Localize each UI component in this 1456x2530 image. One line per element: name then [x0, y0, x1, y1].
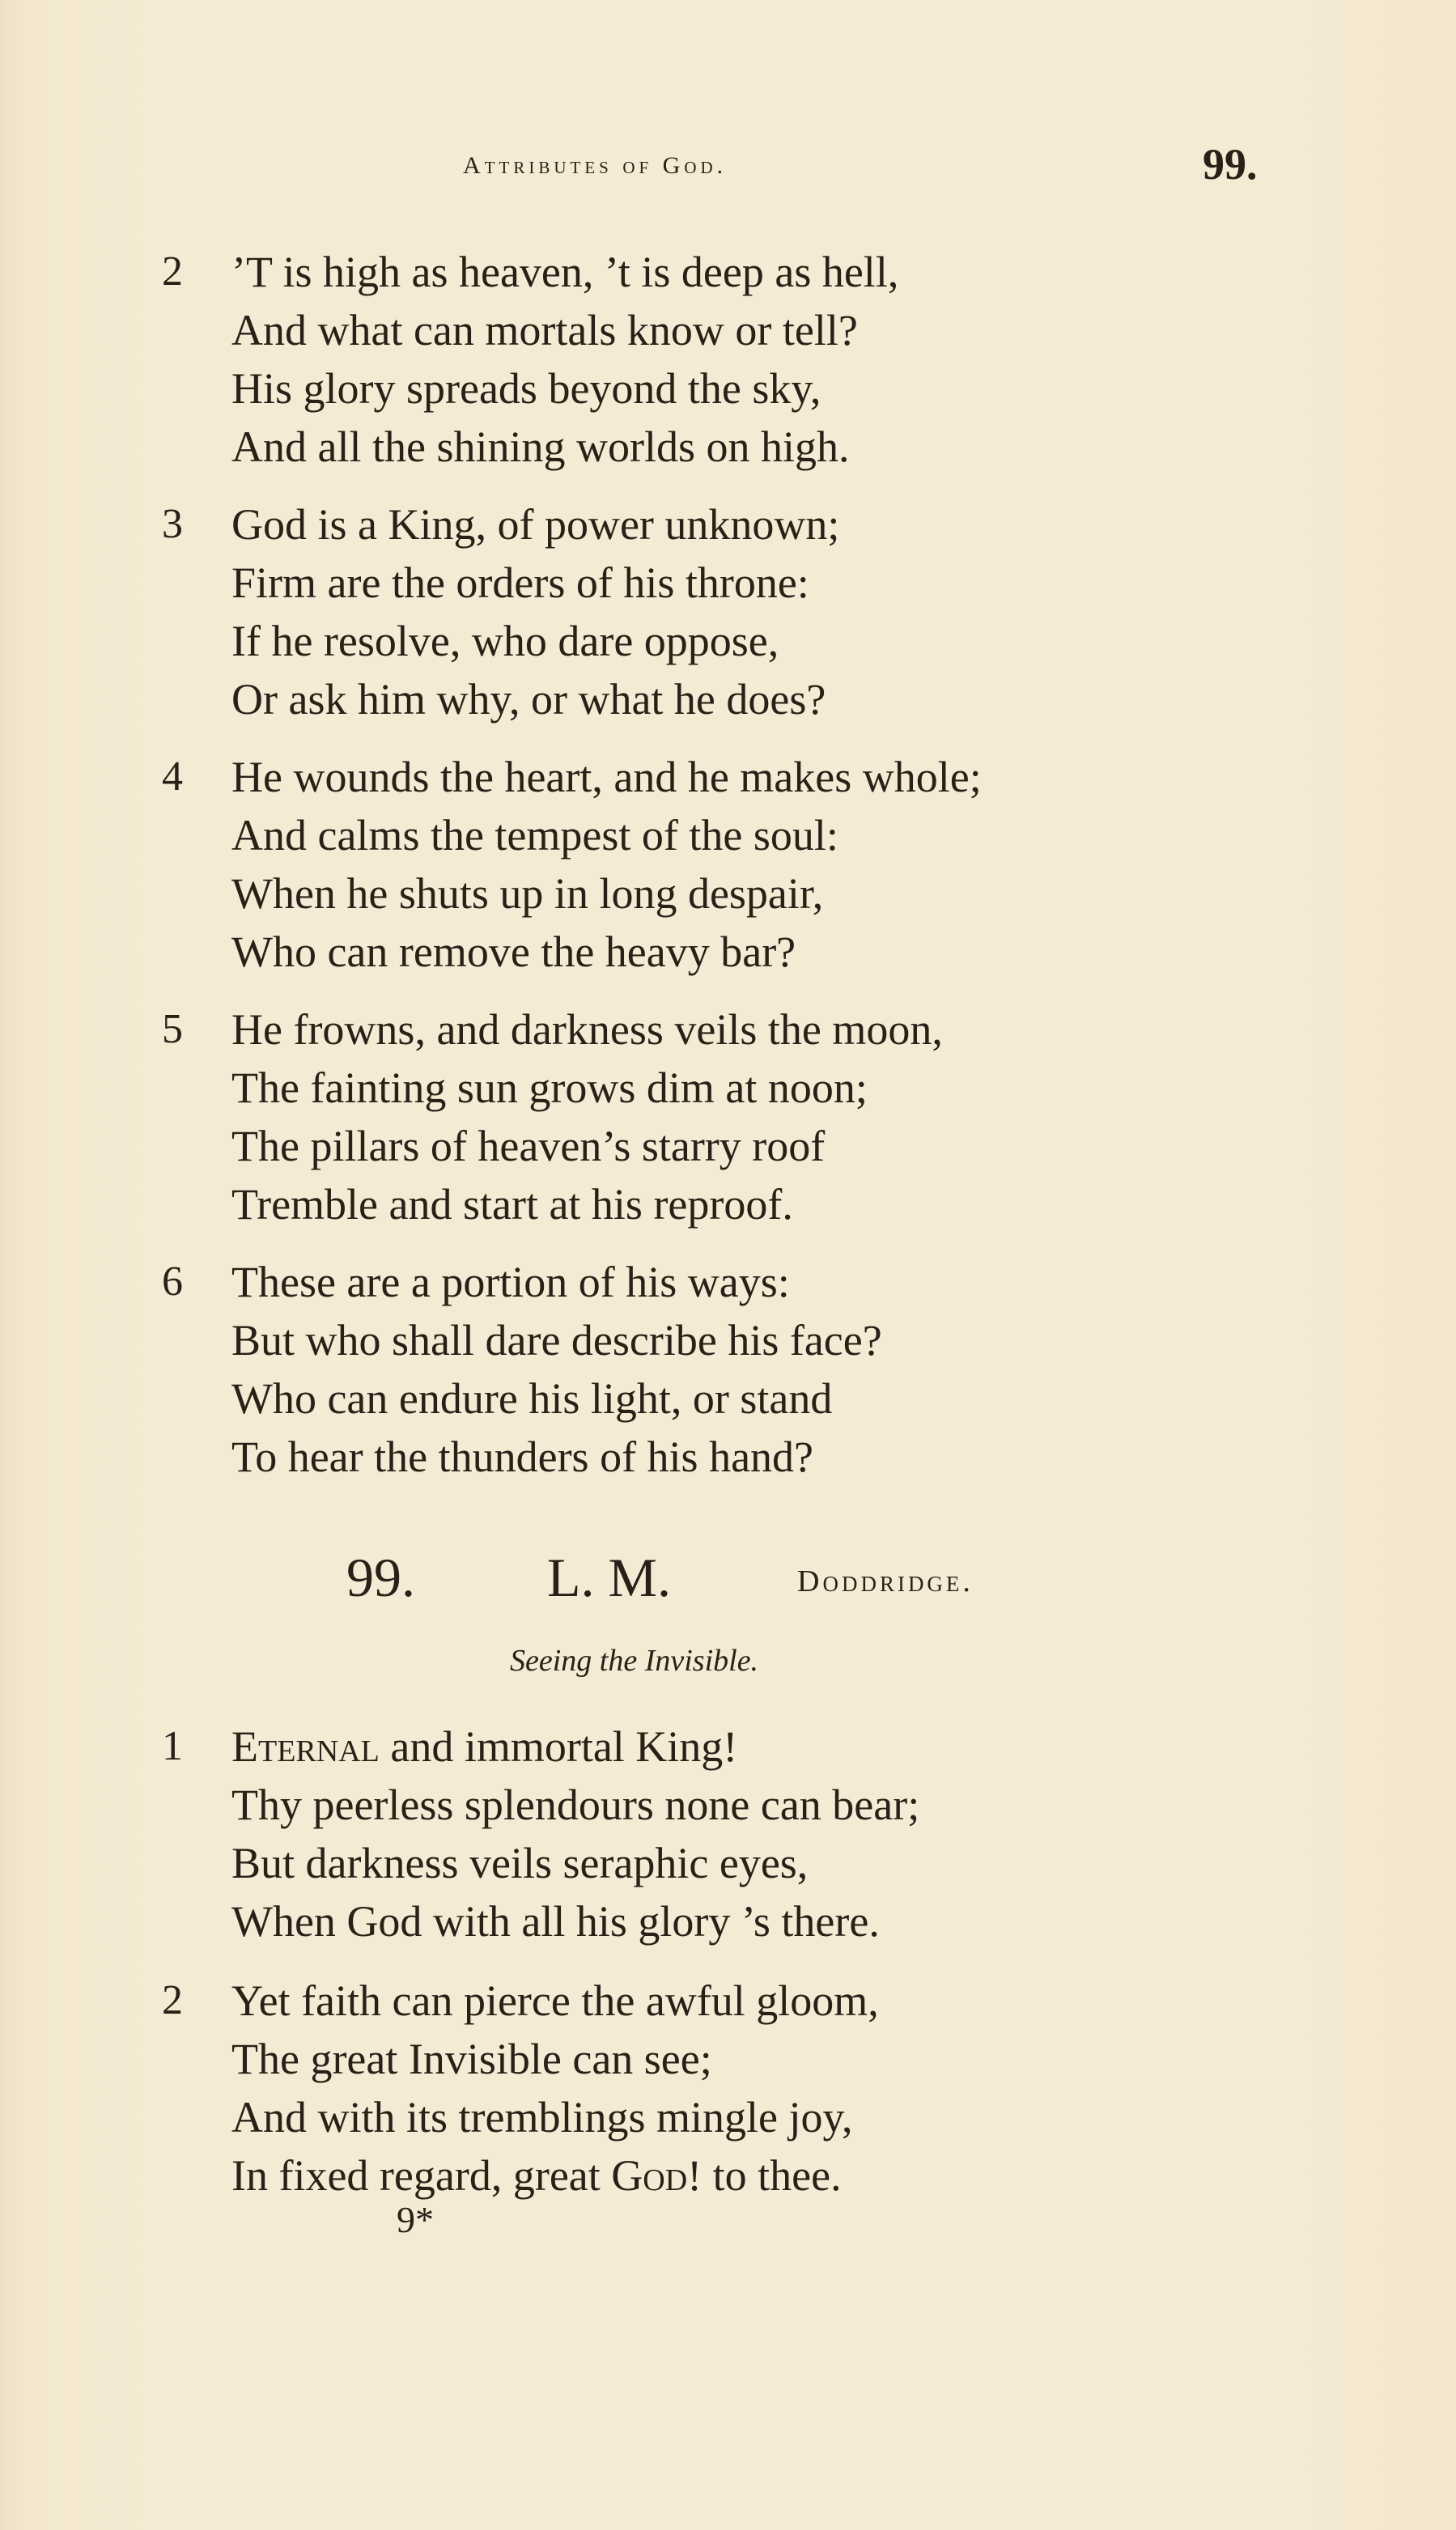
hymn-meter: L. M.: [547, 1547, 671, 1608]
verse-line-start: In fixed regard, great: [231, 2151, 612, 2200]
verse-line: Or ask him why, or what he does?: [231, 675, 826, 724]
hymn-number: 99.: [346, 1547, 415, 1608]
verse-line: Yet faith can pierce the awful gloom,: [231, 1976, 879, 2025]
hymn-heading: [0, 1546, 1456, 1619]
verse-line: And what can mortals know or tell?: [231, 306, 858, 354]
stanza-number: 6: [162, 1259, 183, 1305]
stanza-number: 3: [162, 501, 183, 547]
verse-line: Who can remove the heavy bar?: [231, 928, 796, 976]
stanza-number: 2: [162, 248, 183, 295]
stanza-number: 5: [162, 1006, 183, 1052]
verse-line: When he shuts up in long despair,: [231, 869, 824, 918]
verse-line: Thy peerless splendours none can bear;: [231, 1781, 920, 1829]
verse-line: [231, 2146, 842, 2205]
stanza-number: 2: [162, 1977, 183, 2023]
stanza-number: 1: [162, 1723, 183, 1769]
verse-line: But who shall dare describe his face?: [231, 1316, 882, 1365]
verse-line: He wounds the heart, and he makes whole;: [231, 753, 982, 801]
verse-line: And with its tremblings mingle joy,: [231, 2093, 853, 2142]
verse-line: His glory spreads beyond the sky,: [231, 364, 821, 413]
verse-line: The pillars of heaven’s starry roof: [231, 1122, 826, 1170]
verse-line: But darkness veils seraphic eyes,: [231, 1839, 809, 1887]
verse-line: He frowns, and darkness veils the moon,: [231, 1005, 943, 1054]
verse-line: And calms the tempest of the soul:: [231, 811, 838, 860]
hymn-subtitle: Seeing the Invisible.: [510, 1644, 759, 1678]
page-header: [0, 140, 1456, 202]
verse-line-end: ! to thee.: [687, 2151, 842, 2200]
verse-line: The great Invisible can see;: [231, 2035, 712, 2083]
verse-line: To hear the thunders of his hand?: [231, 1433, 814, 1481]
verse-line: Tremble and start at his reproof.: [231, 1180, 793, 1229]
verse-line: Firm are the orders of his throne:: [231, 558, 809, 607]
verse-line: When God with all his glory ’s there.: [231, 1897, 880, 1946]
opening-word: Eternal: [231, 1722, 380, 1771]
divine-name: God: [611, 2151, 688, 2200]
verse-line: If he resolve, who dare oppose,: [231, 617, 779, 665]
verse-line: And all the shining worlds on high.: [231, 422, 850, 471]
verse-line: ’T is high as heaven, ’t is deep as hell,: [231, 248, 899, 296]
signature-mark: 9*: [397, 2199, 434, 2240]
verse-line: Who can endure his light, or stand: [231, 1374, 833, 1423]
stanza-number: 4: [162, 753, 183, 800]
verse-line: The fainting sun grows dim at noon;: [231, 1063, 868, 1112]
hymn-author: Doddridge.: [797, 1564, 974, 1598]
verse-line: These are a portion of his ways:: [231, 1258, 790, 1306]
verse-line: [231, 1717, 737, 1776]
running-title: Attributes of God.: [463, 152, 728, 179]
page-number: 99.: [1203, 140, 1258, 189]
verse-line: God is a King, of power unknown;: [231, 500, 840, 549]
verse-line-rest: and immortal King!: [379, 1722, 738, 1771]
